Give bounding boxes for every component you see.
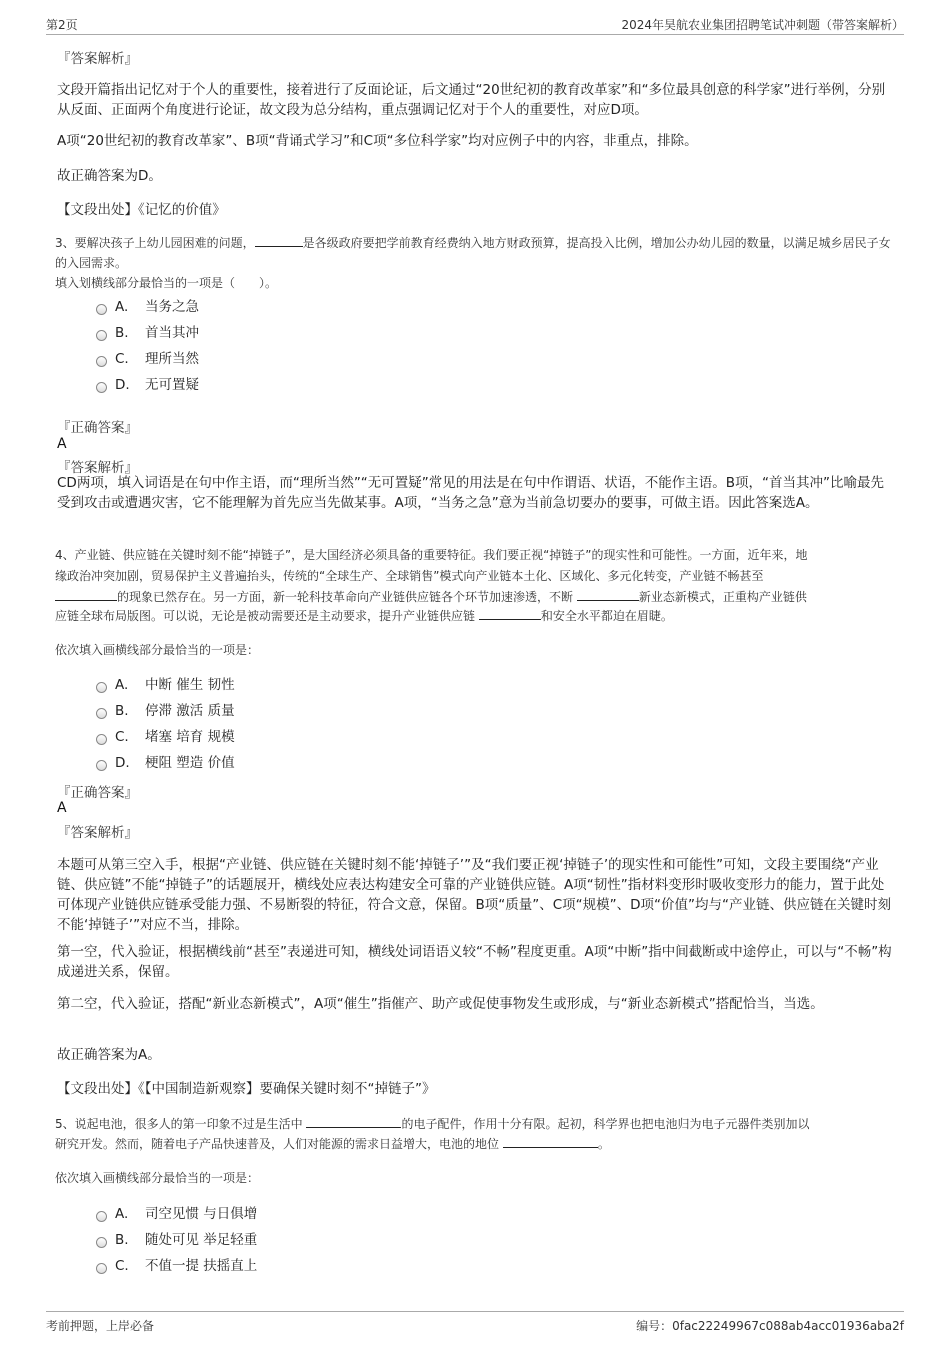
analysis-paragraph: CD两项，填入词语是在句中作主语，而“理所当然”“无可置疑”常见的用法是在句中作谓语、状语，不能作主语。B项，“首当其冲”比喻最先受到攻击或遭遇灾害，它不能理解为首先应当先做某事。A项，“当务之急”意为当前急切要办的要事，可做主语。因此答案选A。 — [57, 475, 885, 511]
page-number: 第2页 — [46, 18, 78, 32]
fill-blank — [55, 588, 117, 601]
analysis-label: 『答案解析』 — [57, 51, 138, 67]
fill-blank — [577, 588, 639, 601]
source: 【文段出处】《记忆的价值》 — [57, 202, 226, 218]
fill-blank — [306, 1115, 401, 1128]
option-c[interactable]: C. 不值一提 扶摇直上 — [96, 1256, 257, 1276]
option-b[interactable]: B. 首当其冲 — [96, 323, 199, 343]
option-a[interactable]: A. 中断 催生 韧性 — [96, 675, 235, 695]
fill-blank — [479, 607, 541, 620]
radio-button[interactable] — [96, 682, 107, 693]
question-4-stem-line: 应链全球布局版图。可以说，无论是被动需要还是主动要求，提升产业链供应链 和安全水平都迫在眉睫。 — [55, 609, 673, 623]
radio-button[interactable] — [96, 304, 107, 315]
page-header — [46, 14, 904, 35]
question-3-prompt: 填入划横线部分最恰当的一项是（ ）。 — [55, 276, 278, 290]
fill-blank — [503, 1135, 598, 1148]
question-4-stem-line: 的现象已然存在。另一方面，新一轮科技革命向产业链供应链各个环节加速渗透，不断 新业态新模式，正重构产业链供 — [55, 587, 895, 608]
analysis-paragraph: 第二空，代入验证，搭配“新业态新模式”，A项“催生”指催产、助产或促使事物发生或形成，与“新业态新模式”搭配恰当，当选。 — [57, 996, 824, 1012]
analysis-label: 『答案解析』 — [57, 825, 138, 841]
radio-button[interactable] — [96, 1263, 107, 1274]
document-title: 2024年昊航农业集团招聘笔试冲刺题（带答案解析） — [621, 18, 904, 32]
conclusion: 故正确答案为A。 — [57, 1047, 161, 1063]
analysis-paragraph: A项“20世纪初的教育改革家”、B项“背诵式学习”和C项“多位科学家”均对应例子中的内容，非重点，排除。 — [57, 133, 698, 149]
radio-button[interactable] — [96, 330, 107, 341]
analysis-paragraph: 文段开篇指出记忆对于个人的重要性，接着进行了反面论证，后文通过“20世纪初的教育改革家”和“多位最具创意的科学家”进行举例，分别从反面、正面两个角度进行论证，故文段为总分结构，重点强调记忆对于个人的重要性，对应D项。 — [57, 82, 886, 118]
question-4-stem-line: 缘政治冲突加剧，贸易保护主义普遍抬头，传统的“全球生产、全球销售”模式向产业链本土化、区域化、多元化转变，产业链不畅甚至 — [55, 569, 764, 583]
radio-button[interactable] — [96, 708, 107, 719]
conclusion: 故正确答案为D。 — [57, 168, 162, 184]
radio-button[interactable] — [96, 356, 107, 367]
option-c[interactable]: C. 理所当然 — [96, 349, 199, 369]
question-5-prompt: 依次填入画横线部分最恰当的一项是： — [55, 1171, 260, 1185]
option-a[interactable]: A. 当务之急 — [96, 297, 199, 317]
radio-button[interactable] — [96, 1211, 107, 1222]
radio-button[interactable] — [96, 382, 107, 393]
question-5-stem-line: 研究开发。然而，随着电子产品快速普及，人们对能源的需求日益增大，电池的地位 。 — [55, 1137, 610, 1151]
question-4-prompt: 依次填入画横线部分最恰当的一项是： — [55, 643, 260, 657]
footer-slogan: 考前押题，上岸必备 — [46, 1319, 155, 1333]
option-d[interactable]: D. 梗阻 塑造 价值 — [96, 753, 235, 773]
fill-blank — [255, 234, 303, 247]
correct-answer-label: 『正确答案』 — [57, 785, 138, 801]
option-d[interactable]: D. 无可置疑 — [96, 375, 199, 395]
question-4-stem-line: 4、产业链、供应链在关键时刻不能“掉链子”，是大国经济必须具备的重要特征。我们要正视“掉链子”的现实性和可能性。一方面，近年来，地 — [55, 548, 808, 562]
correct-answer: A — [57, 436, 67, 452]
question-3-stem: 3、要解决孩子上幼儿园困难的问题， 是各级政府要把学前教育经费纳入地方财政预算，提高投入比例，增加公办幼儿园的数量，以满足城乡居民子女的入园需求。 — [55, 236, 891, 270]
option-b[interactable]: B. 随处可见 举足轻重 — [96, 1230, 257, 1250]
analysis-paragraph: 本题可从第三空入手，根据“产业链、供应链在关键时刻不能‘掉链子’”及“我们要正视‘掉链子’的现实性和可能性”可知，文段主要围绕“产业链、供应链”不能“掉链子”的话题展开，横线处应表达构建安全可靠的产业链供应链。A项“韧性”指材料变形时吸收变形力的能力，置于此处可体现产业链供应链承受能力强、不易断裂的特征，符合文意，保留。B项“质量”、C项“规模”、D项“价值”均与“产业链、供应链在关键时刻不能‘掉链子’”对应不当，排除。 — [57, 857, 892, 933]
radio-button[interactable] — [96, 734, 107, 745]
option-b[interactable]: B. 停滞 激活 质量 — [96, 701, 235, 721]
analysis-paragraph: 第一空，代入验证，根据横线前“甚至”表递进可知，横线处词语语义较“不畅”程度更重。A项“中断”指中间截断或中途停止，可以与“不畅”构成递进关系，保留。 — [57, 944, 892, 980]
question-5-stem-line: 5、说起电池，很多人的第一印象不过是生活中 的电子配件，作用十分有限。起初，科学界也把电池归为电子元器件类别加以 — [55, 1117, 810, 1131]
correct-answer: A — [57, 800, 67, 816]
radio-button[interactable] — [96, 760, 107, 771]
radio-button[interactable] — [96, 1237, 107, 1248]
document-id: 编号：0fac22249967c088ab4acc01936aba2f — [636, 1319, 904, 1333]
page-footer — [46, 1311, 904, 1334]
analysis-label: 『答案解析』 — [57, 460, 138, 476]
option-a[interactable]: A. 司空见惯 与日俱增 — [96, 1204, 257, 1224]
correct-answer-label: 『正确答案』 — [57, 420, 138, 436]
source: 【文段出处】《【中国制造新观察】要确保关键时刻不“掉链子”》 — [57, 1081, 436, 1097]
option-c[interactable]: C. 堵塞 培育 规模 — [96, 727, 235, 747]
